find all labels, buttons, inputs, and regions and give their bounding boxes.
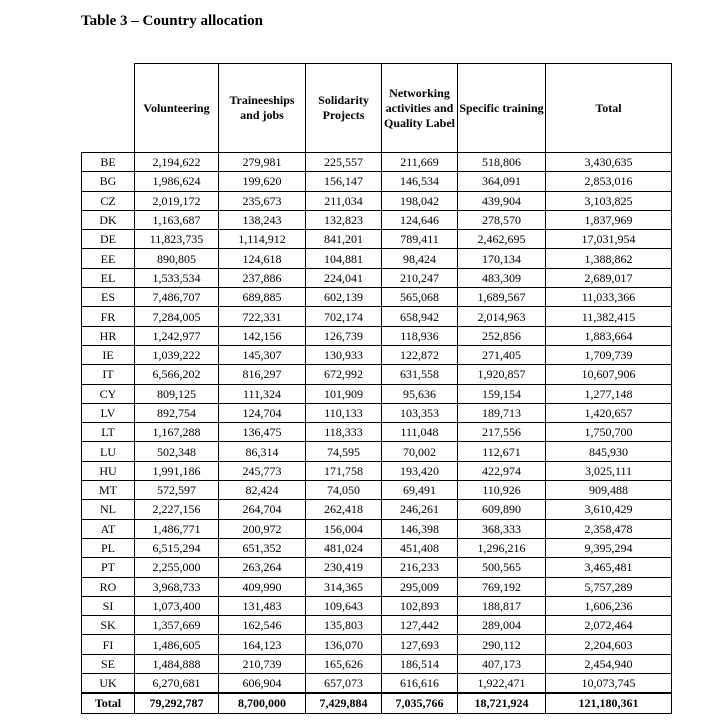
value-cell: 264,704 bbox=[219, 500, 306, 519]
value-cell: 481,024 bbox=[306, 538, 382, 557]
value-cell: 130,933 bbox=[306, 345, 382, 364]
value-cell: 186,514 bbox=[382, 654, 458, 673]
table-row bbox=[82, 153, 672, 172]
country-code-cell: EL bbox=[82, 268, 135, 287]
country-code-cell: DK bbox=[82, 210, 135, 229]
value-cell: 3,610,429 bbox=[546, 500, 672, 519]
value-cell: 2,019,172 bbox=[135, 191, 219, 210]
table-row bbox=[82, 403, 672, 422]
table-row bbox=[82, 307, 672, 326]
total-cell: 8,700,000 bbox=[219, 693, 306, 713]
column-header: Traineeships and jobs bbox=[219, 64, 306, 153]
value-cell: 237,886 bbox=[219, 268, 306, 287]
table-row bbox=[82, 519, 672, 538]
table-row bbox=[82, 172, 672, 191]
table-row bbox=[82, 558, 672, 577]
country-code-cell: NL bbox=[82, 500, 135, 519]
country-code-cell: IE bbox=[82, 345, 135, 364]
value-cell: 658,942 bbox=[382, 307, 458, 326]
value-cell: 6,515,294 bbox=[135, 538, 219, 557]
table-row bbox=[82, 481, 672, 500]
value-cell: 1,420,657 bbox=[546, 403, 672, 422]
total-cell: 7,429,884 bbox=[306, 693, 382, 713]
value-cell: 295,009 bbox=[382, 577, 458, 596]
value-cell: 3,430,635 bbox=[546, 153, 672, 172]
value-cell: 6,566,202 bbox=[135, 365, 219, 384]
value-cell: 82,424 bbox=[219, 481, 306, 500]
value-cell: 1,991,186 bbox=[135, 461, 219, 480]
value-cell: 289,004 bbox=[458, 616, 546, 635]
country-code-cell: PL bbox=[82, 538, 135, 557]
value-cell: 631,558 bbox=[382, 365, 458, 384]
value-cell: 11,382,415 bbox=[546, 307, 672, 326]
value-cell: 1,357,669 bbox=[135, 616, 219, 635]
value-cell: 845,930 bbox=[546, 442, 672, 461]
value-cell: 193,420 bbox=[382, 461, 458, 480]
value-cell: 279,981 bbox=[219, 153, 306, 172]
value-cell: 1,388,862 bbox=[546, 249, 672, 268]
value-cell: 127,693 bbox=[382, 635, 458, 654]
value-cell: 171,758 bbox=[306, 461, 382, 480]
value-cell: 314,365 bbox=[306, 577, 382, 596]
value-cell: 11,823,735 bbox=[135, 230, 219, 249]
country-code-cell: HU bbox=[82, 461, 135, 480]
value-cell: 262,418 bbox=[306, 500, 382, 519]
country-code-cell: FI bbox=[82, 635, 135, 654]
value-cell: 2,194,622 bbox=[135, 153, 219, 172]
country-code-cell: BE bbox=[82, 153, 135, 172]
value-cell: 9,395,294 bbox=[546, 538, 672, 557]
value-cell: 789,411 bbox=[382, 230, 458, 249]
table-row bbox=[82, 191, 672, 210]
total-cell: 7,035,766 bbox=[382, 693, 458, 713]
value-cell: 146,398 bbox=[382, 519, 458, 538]
value-cell: 136,475 bbox=[219, 423, 306, 442]
table-row bbox=[82, 596, 672, 615]
value-cell: 110,926 bbox=[458, 481, 546, 500]
value-cell: 1,277,148 bbox=[546, 384, 672, 403]
value-cell: 1,922,471 bbox=[458, 674, 546, 694]
country-code-cell: EE bbox=[82, 249, 135, 268]
value-cell: 1,039,222 bbox=[135, 345, 219, 364]
country-code-cell: DE bbox=[82, 230, 135, 249]
value-cell: 124,618 bbox=[219, 249, 306, 268]
value-cell: 518,806 bbox=[458, 153, 546, 172]
value-cell: 271,405 bbox=[458, 345, 546, 364]
header-row bbox=[82, 64, 672, 153]
value-cell: 159,154 bbox=[458, 384, 546, 403]
table-row bbox=[82, 326, 672, 345]
value-cell: 156,147 bbox=[306, 172, 382, 191]
column-header: Total bbox=[546, 64, 672, 153]
value-cell: 211,669 bbox=[382, 153, 458, 172]
country-code-cell: BG bbox=[82, 172, 135, 191]
value-cell: 118,936 bbox=[382, 326, 458, 345]
value-cell: 86,314 bbox=[219, 442, 306, 461]
country-code-cell: PT bbox=[82, 558, 135, 577]
table-row bbox=[82, 442, 672, 461]
value-cell: 1,883,664 bbox=[546, 326, 672, 345]
value-cell: 1,114,912 bbox=[219, 230, 306, 249]
value-cell: 1,486,605 bbox=[135, 635, 219, 654]
value-cell: 689,885 bbox=[219, 288, 306, 307]
value-cell: 657,073 bbox=[306, 674, 382, 694]
country-allocation-table bbox=[81, 63, 672, 714]
value-cell: 1,750,700 bbox=[546, 423, 672, 442]
value-cell: 132,823 bbox=[306, 210, 382, 229]
value-cell: 2,454,940 bbox=[546, 654, 672, 673]
value-cell: 11,033,366 bbox=[546, 288, 672, 307]
table-row bbox=[82, 249, 672, 268]
total-cell: 18,721,924 bbox=[458, 693, 546, 713]
table-row bbox=[82, 538, 672, 557]
value-cell: 602,139 bbox=[306, 288, 382, 307]
country-code-cell: CY bbox=[82, 384, 135, 403]
value-cell: 170,134 bbox=[458, 249, 546, 268]
value-cell: 6,270,681 bbox=[135, 674, 219, 694]
country-code-cell: FR bbox=[82, 307, 135, 326]
column-header: Specific training bbox=[458, 64, 546, 153]
value-cell: 909,488 bbox=[546, 481, 672, 500]
value-cell: 146,534 bbox=[382, 172, 458, 191]
value-cell: 2,853,016 bbox=[546, 172, 672, 191]
value-cell: 572,597 bbox=[135, 481, 219, 500]
value-cell: 2,462,695 bbox=[458, 230, 546, 249]
value-cell: 2,072,464 bbox=[546, 616, 672, 635]
value-cell: 122,872 bbox=[382, 345, 458, 364]
table-row bbox=[82, 288, 672, 307]
table-row bbox=[82, 654, 672, 673]
value-cell: 124,646 bbox=[382, 210, 458, 229]
value-cell: 702,174 bbox=[306, 307, 382, 326]
value-cell: 409,990 bbox=[219, 577, 306, 596]
country-code-cell: RO bbox=[82, 577, 135, 596]
country-code-cell: SK bbox=[82, 616, 135, 635]
value-cell: 769,192 bbox=[458, 577, 546, 596]
value-cell: 3,103,825 bbox=[546, 191, 672, 210]
country-code-cell: AT bbox=[82, 519, 135, 538]
value-cell: 70,002 bbox=[382, 442, 458, 461]
total-row bbox=[82, 693, 672, 713]
value-cell: 609,890 bbox=[458, 500, 546, 519]
value-cell: 1,486,771 bbox=[135, 519, 219, 538]
country-code-cell: UK bbox=[82, 674, 135, 694]
table-row bbox=[82, 423, 672, 442]
country-code-cell: LT bbox=[82, 423, 135, 442]
value-cell: 565,068 bbox=[382, 288, 458, 307]
value-cell: 224,041 bbox=[306, 268, 382, 287]
value-cell: 17,031,954 bbox=[546, 230, 672, 249]
value-cell: 1,073,400 bbox=[135, 596, 219, 615]
value-cell: 606,904 bbox=[219, 674, 306, 694]
value-cell: 502,348 bbox=[135, 442, 219, 461]
value-cell: 816,297 bbox=[219, 365, 306, 384]
value-cell: 69,491 bbox=[382, 481, 458, 500]
value-cell: 2,204,603 bbox=[546, 635, 672, 654]
value-cell: 616,616 bbox=[382, 674, 458, 694]
value-cell: 95,636 bbox=[382, 384, 458, 403]
value-cell: 500,565 bbox=[458, 558, 546, 577]
value-cell: 1,242,977 bbox=[135, 326, 219, 345]
value-cell: 722,331 bbox=[219, 307, 306, 326]
value-cell: 2,255,000 bbox=[135, 558, 219, 577]
value-cell: 135,803 bbox=[306, 616, 382, 635]
value-cell: 102,893 bbox=[382, 596, 458, 615]
table-row bbox=[82, 635, 672, 654]
value-cell: 165,626 bbox=[306, 654, 382, 673]
value-cell: 7,486,707 bbox=[135, 288, 219, 307]
value-cell: 672,992 bbox=[306, 365, 382, 384]
value-cell: 188,817 bbox=[458, 596, 546, 615]
value-cell: 483,309 bbox=[458, 268, 546, 287]
total-cell: 79,292,787 bbox=[135, 693, 219, 713]
table-title: Table 3 – Country allocation bbox=[81, 13, 263, 29]
table-row bbox=[82, 345, 672, 364]
value-cell: 110,133 bbox=[306, 403, 382, 422]
column-header: Volunteering bbox=[135, 64, 219, 153]
country-code-cell: ES bbox=[82, 288, 135, 307]
table-row bbox=[82, 210, 672, 229]
value-cell: 124,704 bbox=[219, 403, 306, 422]
value-cell: 7,284,005 bbox=[135, 307, 219, 326]
value-cell: 200,972 bbox=[219, 519, 306, 538]
value-cell: 198,042 bbox=[382, 191, 458, 210]
value-cell: 109,643 bbox=[306, 596, 382, 615]
value-cell: 142,156 bbox=[219, 326, 306, 345]
value-cell: 1,167,288 bbox=[135, 423, 219, 442]
value-cell: 10,073,745 bbox=[546, 674, 672, 694]
value-cell: 890,805 bbox=[135, 249, 219, 268]
table-body bbox=[82, 153, 672, 694]
value-cell: 2,689,017 bbox=[546, 268, 672, 287]
value-cell: 290,112 bbox=[458, 635, 546, 654]
value-cell: 127,442 bbox=[382, 616, 458, 635]
table-row bbox=[82, 384, 672, 403]
table-row bbox=[82, 230, 672, 249]
value-cell: 1,296,216 bbox=[458, 538, 546, 557]
value-cell: 126,739 bbox=[306, 326, 382, 345]
value-cell: 10,607,906 bbox=[546, 365, 672, 384]
table-row bbox=[82, 674, 672, 694]
value-cell: 217,556 bbox=[458, 423, 546, 442]
value-cell: 252,856 bbox=[458, 326, 546, 345]
value-cell: 210,247 bbox=[382, 268, 458, 287]
value-cell: 651,352 bbox=[219, 538, 306, 557]
value-cell: 1,606,236 bbox=[546, 596, 672, 615]
value-cell: 245,773 bbox=[219, 461, 306, 480]
country-code-cell: MT bbox=[82, 481, 135, 500]
column-header: Solidarity Projects bbox=[306, 64, 382, 153]
value-cell: 74,595 bbox=[306, 442, 382, 461]
country-code-cell: SI bbox=[82, 596, 135, 615]
value-cell: 189,713 bbox=[458, 403, 546, 422]
table-row bbox=[82, 577, 672, 596]
value-cell: 809,125 bbox=[135, 384, 219, 403]
value-cell: 368,333 bbox=[458, 519, 546, 538]
total-cell: 121,180,361 bbox=[546, 693, 672, 713]
value-cell: 131,483 bbox=[219, 596, 306, 615]
value-cell: 892,754 bbox=[135, 403, 219, 422]
corner-cell bbox=[82, 64, 135, 153]
value-cell: 3,465,481 bbox=[546, 558, 672, 577]
country-code-cell: LU bbox=[82, 442, 135, 461]
value-cell: 111,324 bbox=[219, 384, 306, 403]
value-cell: 145,307 bbox=[219, 345, 306, 364]
value-cell: 136,070 bbox=[306, 635, 382, 654]
value-cell: 451,408 bbox=[382, 538, 458, 557]
value-cell: 112,671 bbox=[458, 442, 546, 461]
value-cell: 211,034 bbox=[306, 191, 382, 210]
value-cell: 439,904 bbox=[458, 191, 546, 210]
value-cell: 422,974 bbox=[458, 461, 546, 480]
value-cell: 225,557 bbox=[306, 153, 382, 172]
value-cell: 74,050 bbox=[306, 481, 382, 500]
country-code-cell: IT bbox=[82, 365, 135, 384]
value-cell: 164,123 bbox=[219, 635, 306, 654]
value-cell: 156,004 bbox=[306, 519, 382, 538]
value-cell: 199,620 bbox=[219, 172, 306, 191]
country-code-cell: CZ bbox=[82, 191, 135, 210]
table-row bbox=[82, 500, 672, 519]
value-cell: 235,673 bbox=[219, 191, 306, 210]
value-cell: 1,533,534 bbox=[135, 268, 219, 287]
table-row bbox=[82, 365, 672, 384]
value-cell: 162,546 bbox=[219, 616, 306, 635]
value-cell: 2,014,963 bbox=[458, 307, 546, 326]
value-cell: 2,358,478 bbox=[546, 519, 672, 538]
value-cell: 1,163,687 bbox=[135, 210, 219, 229]
country-code-cell: HR bbox=[82, 326, 135, 345]
value-cell: 1,484,888 bbox=[135, 654, 219, 673]
value-cell: 1,837,969 bbox=[546, 210, 672, 229]
value-cell: 407,173 bbox=[458, 654, 546, 673]
country-code-cell: LV bbox=[82, 403, 135, 422]
country-code-cell: SE bbox=[82, 654, 135, 673]
value-cell: 138,243 bbox=[219, 210, 306, 229]
value-cell: 98,424 bbox=[382, 249, 458, 268]
value-cell: 3,968,733 bbox=[135, 577, 219, 596]
value-cell: 103,353 bbox=[382, 403, 458, 422]
value-cell: 111,048 bbox=[382, 423, 458, 442]
value-cell: 263,264 bbox=[219, 558, 306, 577]
total-cell: Total bbox=[82, 693, 135, 713]
value-cell: 230,419 bbox=[306, 558, 382, 577]
value-cell: 1,689,567 bbox=[458, 288, 546, 307]
value-cell: 104,881 bbox=[306, 249, 382, 268]
value-cell: 246,261 bbox=[382, 500, 458, 519]
value-cell: 2,227,156 bbox=[135, 500, 219, 519]
value-cell: 841,201 bbox=[306, 230, 382, 249]
value-cell: 1,709,739 bbox=[546, 345, 672, 364]
value-cell: 216,233 bbox=[382, 558, 458, 577]
column-header: Networking activities and Quality Label bbox=[382, 64, 458, 153]
table-row bbox=[82, 616, 672, 635]
value-cell: 101,909 bbox=[306, 384, 382, 403]
table-row bbox=[82, 268, 672, 287]
value-cell: 364,091 bbox=[458, 172, 546, 191]
value-cell: 1,986,624 bbox=[135, 172, 219, 191]
value-cell: 210,739 bbox=[219, 654, 306, 673]
value-cell: 118,333 bbox=[306, 423, 382, 442]
value-cell: 5,757,289 bbox=[546, 577, 672, 596]
table-row bbox=[82, 461, 672, 480]
value-cell: 1,920,857 bbox=[458, 365, 546, 384]
value-cell: 3,025,111 bbox=[546, 461, 672, 480]
value-cell: 278,570 bbox=[458, 210, 546, 229]
